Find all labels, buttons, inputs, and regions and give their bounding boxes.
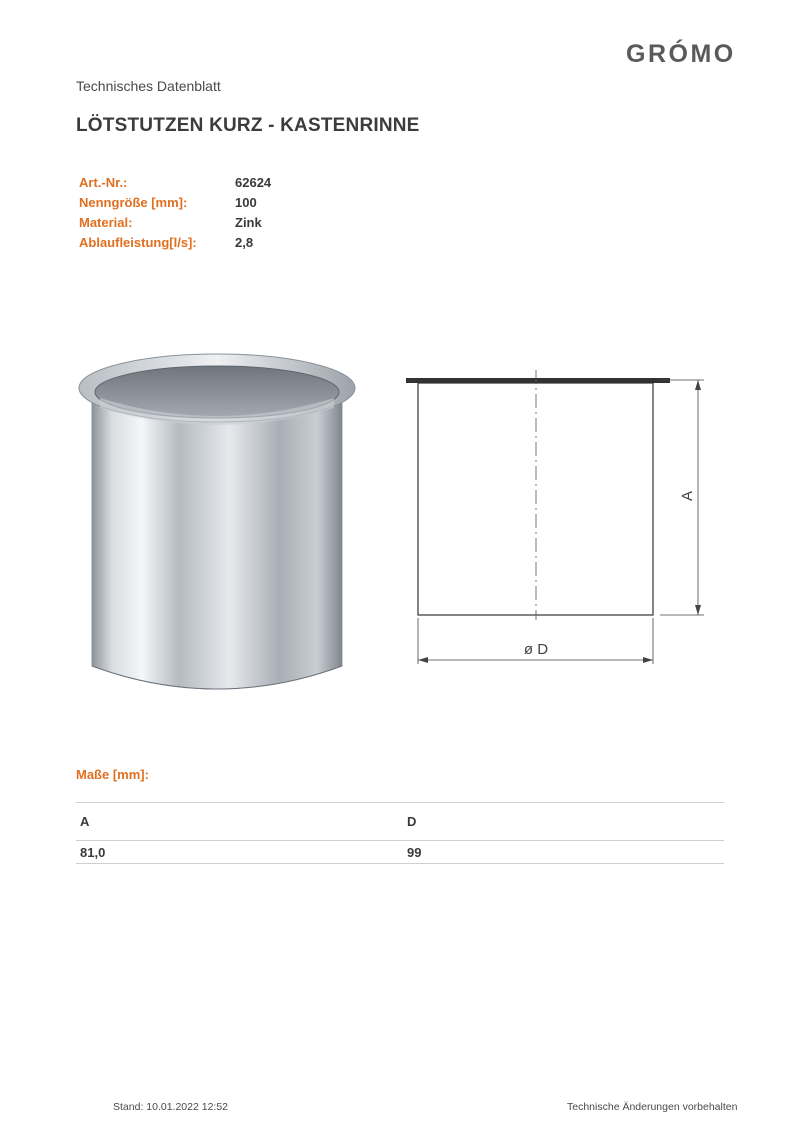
spec-list: [79, 173, 271, 253]
height-label: A: [679, 490, 696, 502]
spec-row-flow: [79, 233, 271, 253]
spec-value: 2,8: [235, 235, 254, 250]
spec-value: 100: [235, 195, 257, 210]
spec-row-material: [79, 213, 271, 233]
diameter-label: ø D: [523, 641, 549, 658]
product-photo: [76, 348, 358, 702]
value-cell-a: 81,0: [76, 841, 400, 864]
brand-logo: GRÓMO: [626, 40, 736, 68]
spec-value: Zink: [235, 215, 262, 230]
value-cell-d: 99: [400, 841, 724, 864]
technical-drawing: [398, 368, 710, 670]
spec-label: Art.-Nr.:: [79, 175, 128, 190]
footer-note: Technische Änderungen vorbehalten: [567, 1101, 738, 1113]
spec-label: Ablaufleistung[l/s]:: [79, 235, 197, 250]
table-row: [76, 841, 724, 864]
dimensions-table: [76, 802, 724, 864]
table-header-row: [76, 803, 724, 841]
header-cell-a: A: [76, 803, 400, 841]
footer-date: Stand: 10.01.2022 12:52: [113, 1101, 229, 1113]
spec-row-size: [79, 193, 271, 213]
spec-value: 62624: [235, 175, 272, 190]
spec-label: Material:: [79, 215, 133, 230]
page-title: LÖTSTUTZEN KURZ - KASTENRINNE: [76, 115, 420, 136]
spec-row-article: [79, 173, 271, 193]
spec-label: Nenngröße [mm]:: [79, 195, 188, 210]
dimensions-title: Maße [mm]:: [76, 767, 149, 782]
header-cell-d: D: [400, 803, 724, 841]
document-type: Technisches Datenblatt: [76, 78, 221, 94]
